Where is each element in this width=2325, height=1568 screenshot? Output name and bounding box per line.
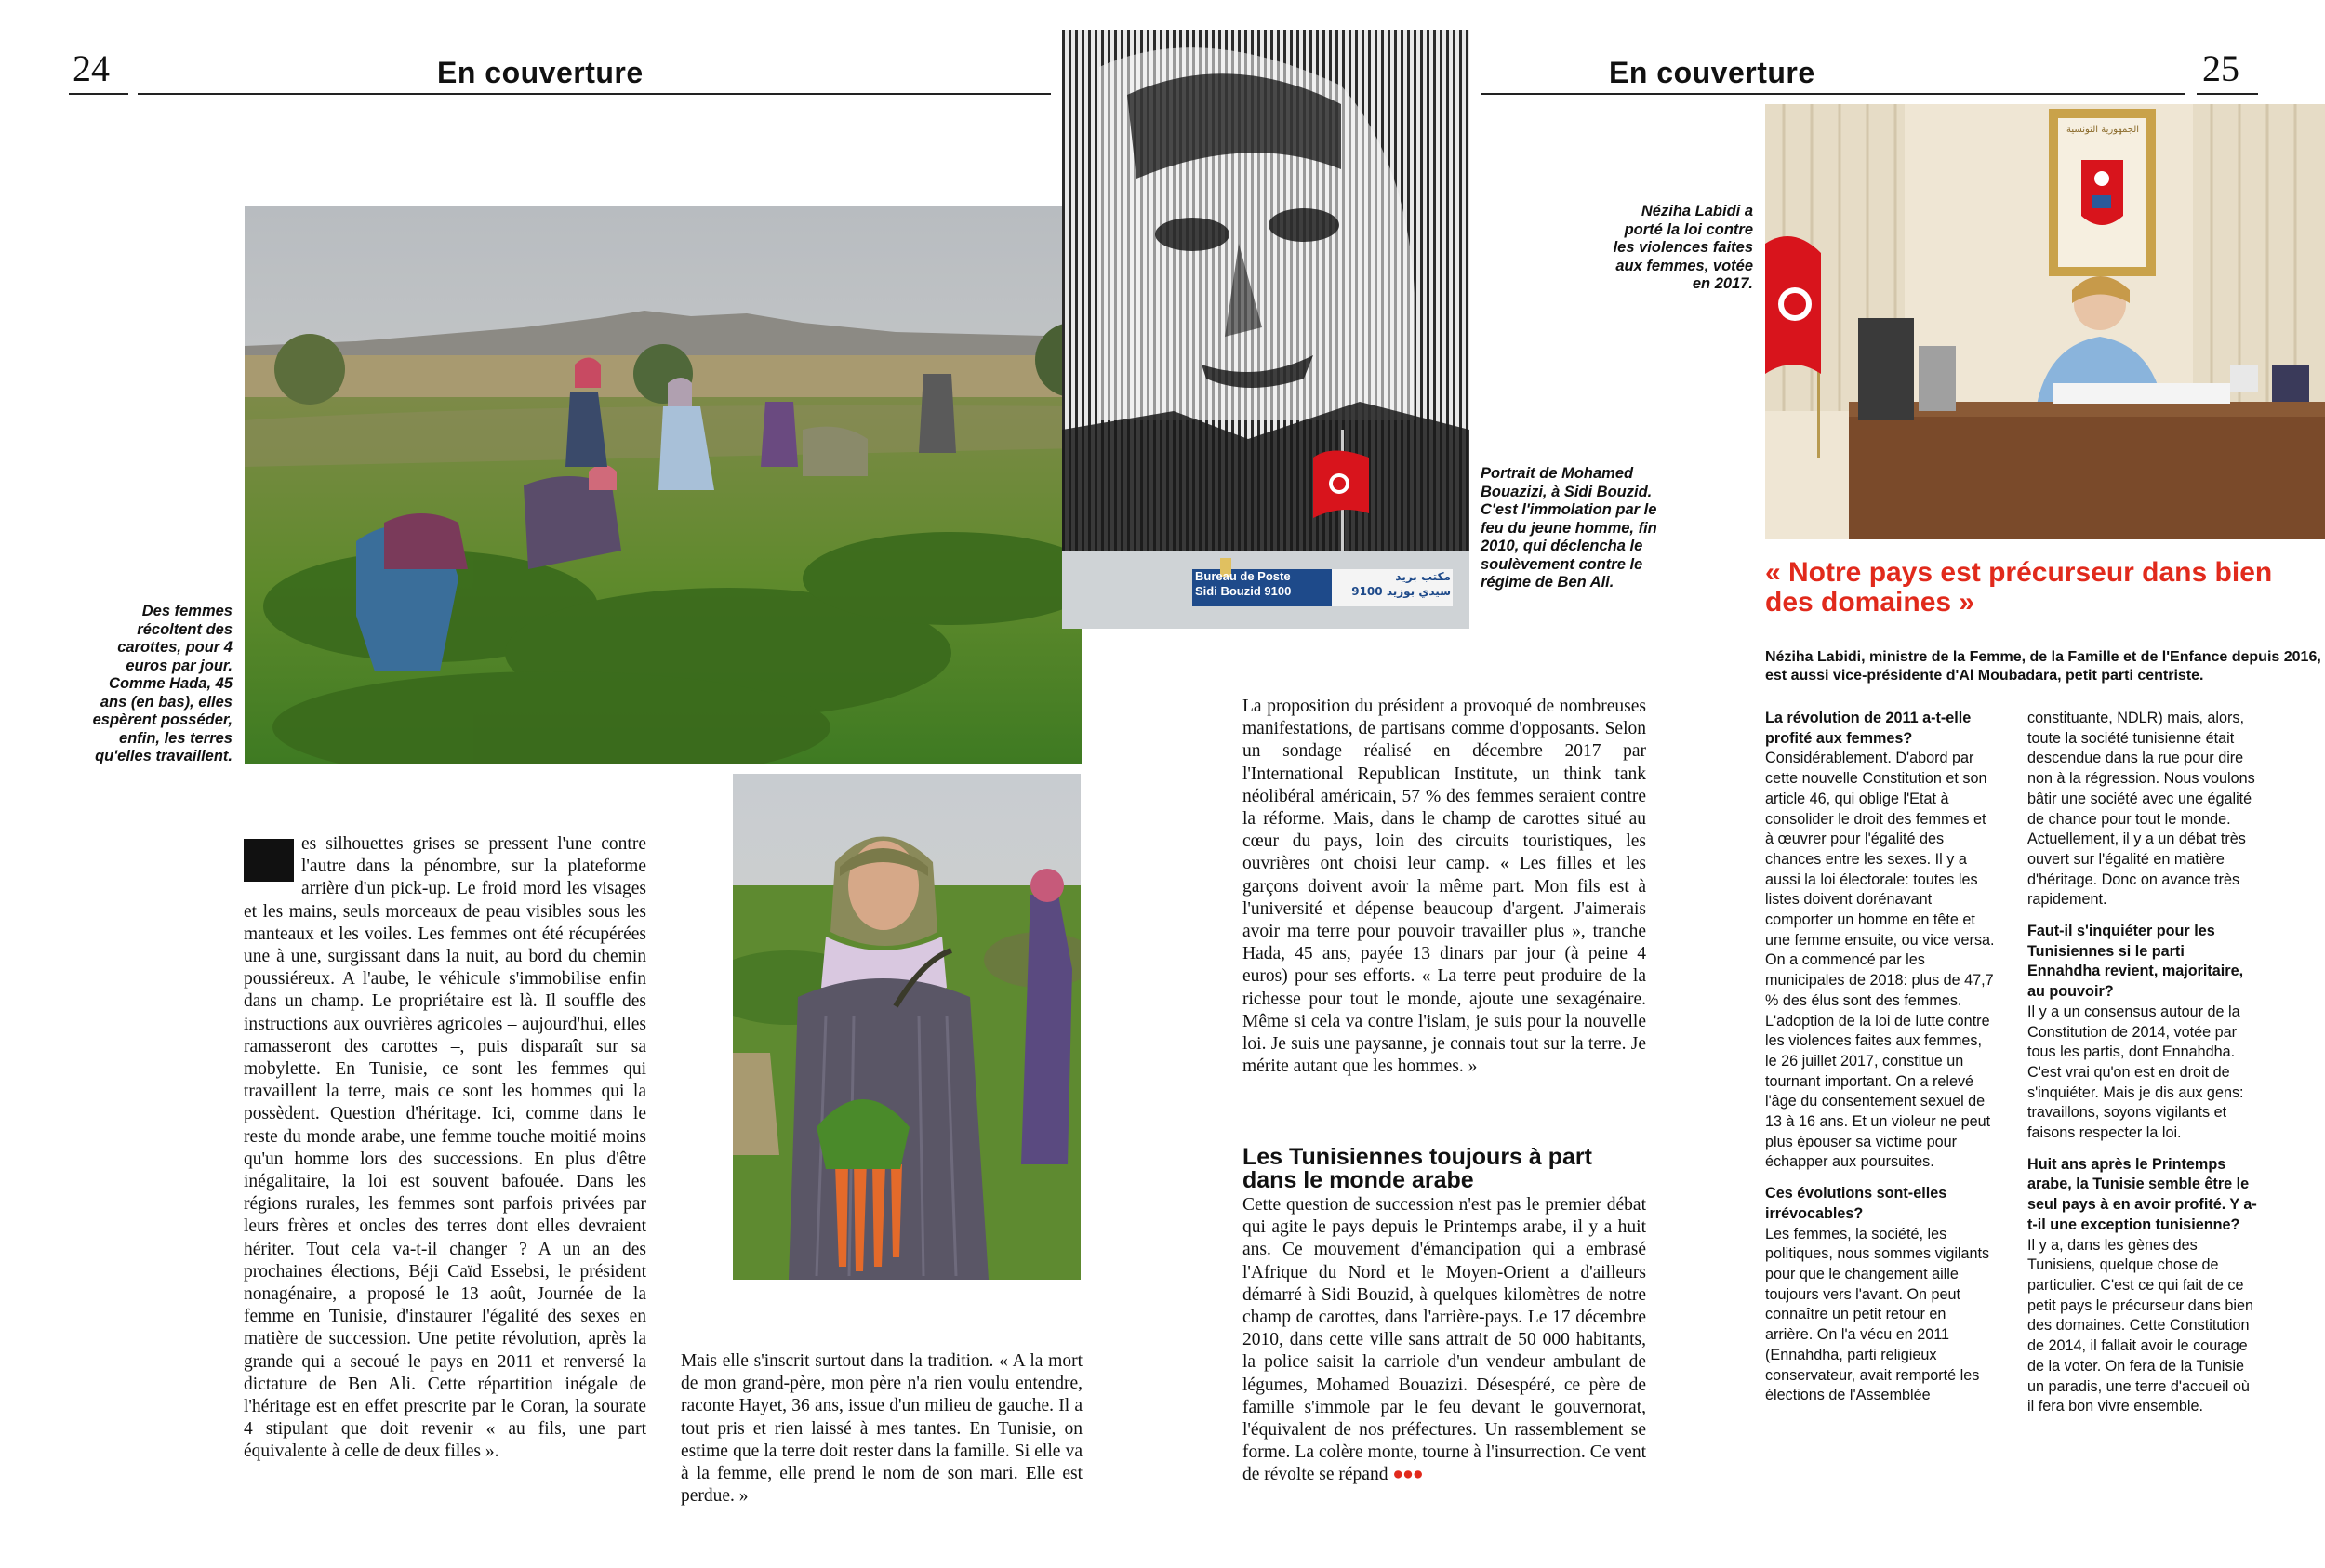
answer-2: Les femmes, la société, les politiques, nous sommes vigilants pour que le changement aille toujours vers l'avant. On peut connaître un petit retour en arrière. On l'a vécu en 2011 (Ennahdha, parti religieux conservateur, avait remporté les élections de l'Assemblée bbox=[1765, 1225, 1990, 1404]
drop-cap-l bbox=[244, 839, 294, 882]
question-2: Ces évolutions sont-elles irrévocables? bbox=[1765, 1185, 1947, 1222]
photo-bouazizi-portrait bbox=[1062, 30, 1469, 629]
section-title-left: En couverture bbox=[437, 56, 644, 89]
article-column-1 bbox=[244, 833, 646, 1464]
hada-portrait-image bbox=[733, 774, 1081, 1280]
answer-4: Il y a, dans les gènes des Tunisiens, quelque chose de particulier. C'est ce qui fait de ce petit pays le précurseur dans bien des domaines. Cette Constitution de 2014, il fallait avoir le courage de la voter. On fera de la Tunisie un paradis, une terre d'accueil où il fera bon vivre ensemble. bbox=[2027, 1236, 2253, 1415]
page-number-right: 25 bbox=[2202, 47, 2239, 89]
post-office-sign-arabic bbox=[1339, 569, 1451, 599]
interview-column-2 bbox=[2027, 709, 2260, 1417]
continued-marker: ●●● bbox=[1392, 1465, 1423, 1485]
photo-hada bbox=[733, 774, 1081, 1280]
photo-minister bbox=[1765, 104, 2325, 539]
photo-carrot-field bbox=[245, 206, 1082, 764]
header-rule-left-short bbox=[69, 93, 128, 95]
article-column-3 bbox=[1242, 696, 1646, 1078]
article-col2-text: Mais elle s'inscrit surtout dans la tradition. « A la mort de mon grand-père, mon père n'a rien voulu entendre, raconte Hayet, 36 ans, issue d'un milieu de gauche. Il a tout pris et rien laissé à mes tantes. En Tunisie, on estime que la terre doit rester dans la famille. Si elle va à la femme, elle prend le nom de son mari. Elle est perdue. » bbox=[681, 1351, 1083, 1507]
article-col1-text: es silhouettes grises se pressent l'une contre l'autre dans la pénombre, sur la plateforme arrière d'un pick-up. Le froid mord les visages et les mains, seuls morceaux de peau visibles sous les manteaux et les voiles. Les femmes ont été récupérées une à une, surgissant dans la nuit, au bord du chemin poussiéreux. A l'aube, le véhicule s'immobilise enfin dans un champ. Le propriétaire est là. Il souffle des instructions aux ouvrières agricoles – aujourd'hui, elles ramasseront des carottes –, puis disparaît sur sa mobylette. En Tunisie, ce sont les femmes qui travaillent la terre, mais ce sont les hommes qui la possèdent. Question d'héritage. Ici, comme dans le reste du monde arabe, une femme touche moitié moins qu'un homme lors des successions. En plus d'être inégalitaire, la loi est souvent bafouée. Dans les régions rurales, les femmes sont parfois privées par leurs frères et oncles des terres dont elles devraient hériter. Tout cela va-t-il changer ? A un an des prochaines élections, Béji Caïd Essebsi, le président nonagénaire, a proposé le 13 août, Journée de la femme en Tunisie, d'instaurer l'égalité des sexes en matière de succession. Une petite révolution, après la grande qui a secoué le pays en 2011 et renversé la dictature de Ben Ali. Cette répartition inégale de l'héritage est en effet prescrite par le Coran, la sourate 4 stipulant que doit revenir « au fils, une part équivalente à celle de deux filles ». bbox=[244, 834, 646, 1462]
interview-intro: Néziha Labidi, ministre de la Femme, de la Famille et de l'Enfance depuis 2016, est aussi vice-présidente d'Al Moubadara, petit parti centriste. bbox=[1765, 649, 2321, 684]
section-title-right: En couverture bbox=[1609, 56, 1815, 89]
caption-field: Des femmes récoltent des carottes, pour 4 euros par jour. Comme Hada, 45 ans (en bas), elles espèrent posséder, enfin, les terres qu'elles travaillent. bbox=[92, 603, 232, 764]
post-office-arabic-code: 9100 سيدي بوزيد bbox=[1351, 585, 1451, 598]
question-1: La révolution de 2011 a-t-elle profité aux femmes? bbox=[1765, 710, 1972, 747]
article-column-3b bbox=[1242, 1194, 1646, 1487]
emblem-text: الجمهورية التونسية bbox=[2066, 125, 2140, 135]
answer-2-continued: constituante, NDLR) mais, alors, toute la société tunisienne était descendue dans la rue pour dire non à la régression. Nous voulons bâtir une société avec une égalité de chance pour tout le monde. Actuellement, il y a un débat très ouvert sur l'égalité en matière d'héritage. Donc on avance très rapidement. bbox=[2027, 710, 2255, 909]
answer-3: Il y a un consensus autour de la Constitution de 2014, votée par tous les partis, dont Ennahdha. C'est vrai qu'on est en droit de s'inquiéter. Mais je dis aux gens: travaillons, soyons vigilants et faisons respecter la loi. bbox=[2027, 1003, 2244, 1142]
post-office-label: Bureau de Poste bbox=[1195, 569, 1291, 583]
minister-office-image bbox=[1765, 104, 2325, 539]
header-rule-right bbox=[1481, 93, 2186, 95]
post-office-city: Sidi Bouzid 9100 bbox=[1195, 584, 1292, 598]
carrot-field-image bbox=[245, 206, 1082, 764]
post-office-arabic-label: مكتب بريد bbox=[1395, 570, 1451, 583]
interview-headline: « Notre pays est précurseur dans bien des domaines » bbox=[1765, 557, 2273, 618]
article-col3b-text: Cette question de succession n'est pas le premier débat qui agite le pays depuis le Printemps arabe, il y a huit ans. Ce mouvement d'émancipation qui a embrasé l'Afrique du Nord et le Moyen-Orient a d'ailleurs démarré à Sidi Bouzid, à quelques kilomètres de notre champ de carottes, dans l'arrière-pays. Le 17 décembre 2010, dans cette ville sans attrait de 50 000 habitants, la police saisit la carriole d'un vendeur ambulant de légumes, Mohamed Bouazizi. Désespéré, ce père de famille s'immole par le feu devant le gouvernorat, l'équivalent de nos préfectures. Un rassemblement se forme. La colère monte, tourne à l'insurrection. Ce vent de révolte se répand bbox=[1242, 1195, 1646, 1485]
article-col3a-text: La proposition du président a provoqué de nombreuses manifestations, de partisans comme d'opposants. Selon un sondage réalisé en décembre 2017 par l'International Republican Institute, un think tank néolibéral américain, 57 % des femmes seraient contre la réforme. Mais, dans le champ de carottes situé au cœur du pays, loin des circuits touristiques, les ouvrières ont choisi leur camp. « Les filles et les garçons doivent avoir la même part. Mon fils est à l'université et dépense beaucoup d'argent. J'aimerais avoir ma terre pour pouvoir travailler plus », tranche Hada, 45 ans, payée 13 dinars par jour (à peine 4 euros) pour ses efforts. « La terre peut produire de la richesse pour tout le monde, ajoute une sexagénaire. Même si cela va contre l'islam, je suis pour la nouvelle loi. Je suis une paysanne, je connais tout sur la terre. Je mérite autant que les hommes. » bbox=[1242, 697, 1646, 1077]
post-office-sign bbox=[1195, 569, 1335, 599]
caption-minister: Néziha Labidi a porté la loi contre les violences faites aux femmes, votée en 2017. bbox=[1613, 203, 1753, 292]
bouazizi-mural-image bbox=[1062, 30, 1469, 629]
article-column-2 bbox=[681, 1350, 1083, 1508]
interview-column-1 bbox=[1765, 709, 1998, 1406]
article-subhead: Les Tunisiennes toujours à part dans le monde arabe bbox=[1242, 1144, 1592, 1193]
page-number-left: 24 bbox=[73, 47, 110, 89]
header-rule-left bbox=[138, 93, 1051, 95]
header-rule-right-short bbox=[2197, 93, 2258, 95]
answer-1: Considérablement. D'abord par cette nouvelle Constitution et son article 46, qui oblige l'Etat à consolider le droit des femmes et à œuvrer pour l'égalité des chances entre les sexes. Il y a aussi la loi électorale: toutes les listes doivent dorénavant comporter un homme en tête et une femme ensuite, ou vice versa. On a commencé par les municipales de 2018: plus de 47,7 % des élus sont des femmes. L'adoption de la loi de lutte contre les violences faites aux femmes, le 26 juillet 2017, constitue un tournant important. On a relevé l'âge du consentement sexuel de 13 à 16 ans. Et un violeur ne peut plus épouser sa victime pour échapper aux poursuites. bbox=[1765, 750, 1995, 1171]
caption-portrait: Portrait de Mohamed Bouazizi, à Sidi Bouzid. C'est l'immolation par le feu du jeune homme, fin 2010, qui déclencha le soulèvement contre le régime de Ben Ali. bbox=[1481, 465, 1657, 591]
question-3: Faut-il s'inquiéter pour les Tunisiennes si le parti Ennahdha revient, majoritaire, au pouvoir? bbox=[2027, 923, 2244, 1001]
question-4: Huit ans après le Printemps arabe, la Tunisie semble être le seul pays à en avoir profité. Y a-t-il une exception tunisienne? bbox=[2027, 1155, 2257, 1233]
